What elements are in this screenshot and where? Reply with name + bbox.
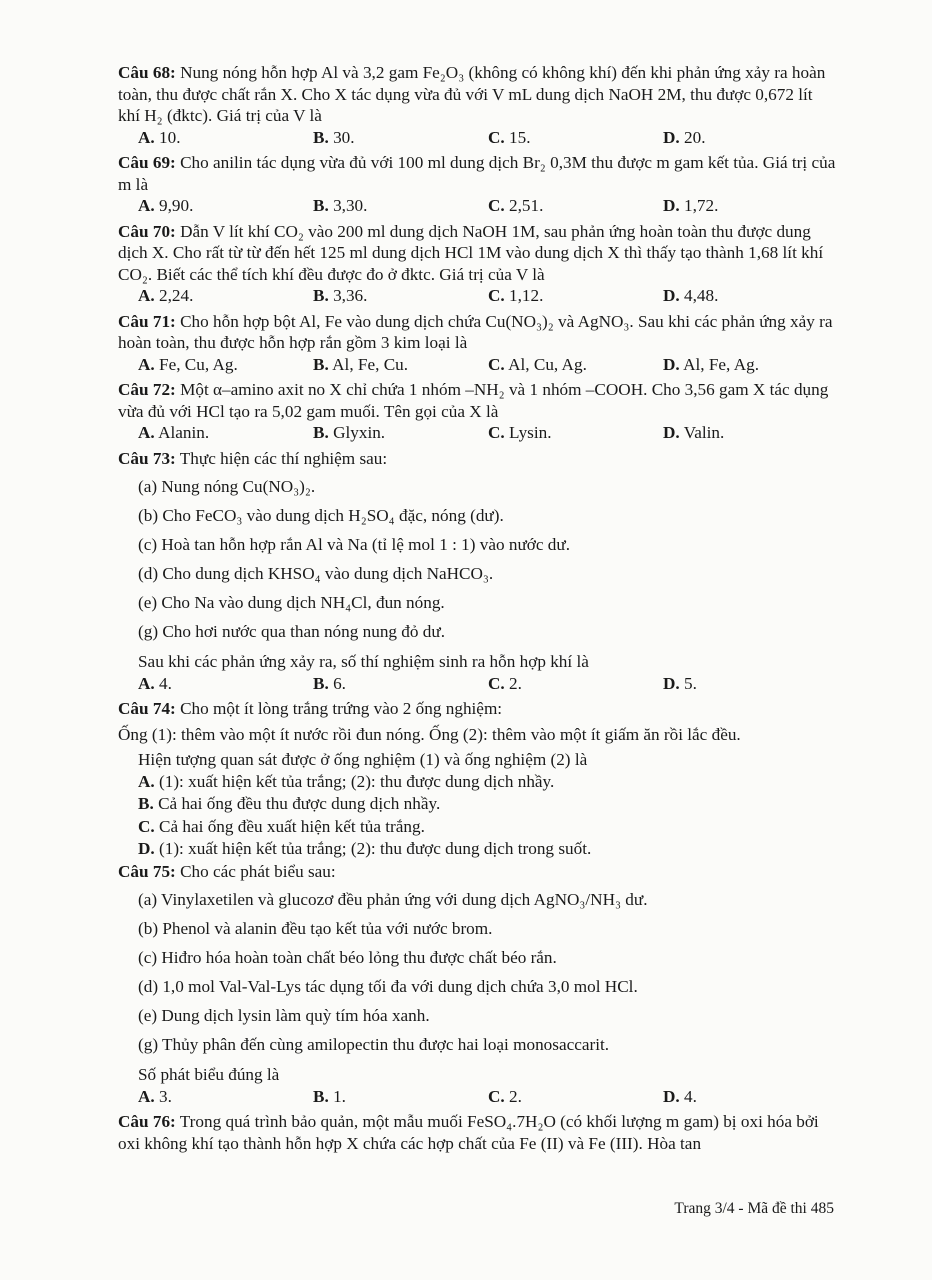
option-d — [663, 285, 838, 307]
statement-item: (g) Thủy phân đến cùng amilopectin thu được hai loại monosaccarit. — [138, 1035, 610, 1054]
option-a — [138, 127, 313, 149]
question-76 — [118, 1111, 838, 1154]
option-letter: D. — [663, 1086, 680, 1106]
option-text: 1,12. — [509, 286, 544, 305]
question-text: Cho hỗn hợp bột Al, Fe vào dung dịch chứa Cu(NO₃)₂ và AgNO₃. Sau khi các phản ứng xảy ra hoàn toàn, thu được hỗn hợp rắn gồm 3 kim loại là — [118, 311, 833, 352]
option-b — [313, 354, 488, 376]
option-a — [118, 771, 838, 794]
option-text: 9,90. — [159, 196, 194, 215]
option-c — [488, 195, 663, 217]
option-letter: A. — [138, 423, 155, 442]
question-label: Câu 73: — [118, 448, 176, 468]
question-68 — [118, 62, 838, 127]
option-letter: D. — [663, 196, 680, 215]
option-letter: B. — [313, 423, 329, 442]
options-75 — [118, 1086, 838, 1108]
page-footer: Trang 3/4 - Mã đề thi 485 — [674, 1200, 834, 1217]
option-text: 3. — [159, 1086, 172, 1106]
question-75 — [118, 861, 838, 883]
option-text: 30. — [333, 127, 355, 147]
option-letter: D. — [663, 127, 680, 147]
option-d — [663, 354, 838, 376]
option-letter: C. — [488, 354, 505, 374]
question-text: Cho anilin tác dụng vừa đủ với 100 ml dung dịch Br₂ 0,3M thu được m gam kết tủa. Giá trị của m là — [118, 153, 836, 194]
option-c — [488, 127, 663, 149]
option-a — [138, 1086, 313, 1108]
option-text: Al, Fe, Ag. — [683, 354, 759, 374]
option-c — [488, 673, 663, 695]
question-conclusion: Số phát biểu đúng là — [138, 1065, 280, 1084]
question-label: Câu 75: — [118, 861, 176, 881]
option-b — [313, 1086, 488, 1108]
statement-item: (c) Hiđro hóa hoàn toàn chất béo lỏng thu được chất béo rắn. — [138, 948, 557, 967]
option-text: (1): xuất hiện kết tủa trắng; (2): thu được dung dịch nhầy. — [159, 771, 555, 791]
option-text: Cả hai ống đều thu được dung dịch nhầy. — [158, 794, 441, 813]
option-letter: B. — [313, 196, 329, 215]
option-text: Glyxin. — [333, 423, 386, 442]
option-letter: A. — [138, 1086, 155, 1106]
statement-item: (d) 1,0 mol Val-Val-Lys tác dụng tối đa với dung dịch chứa 3,0 mol HCl. — [138, 977, 638, 996]
experiment-item: (b) Cho FeCO₃ vào dung dịch H₂SO₄ đặc, nóng (dư). — [138, 506, 504, 525]
option-letter: A. — [138, 673, 155, 693]
option-text: 10. — [159, 127, 181, 147]
option-text: Fe, Cu, Ag. — [159, 354, 238, 374]
question-74 — [118, 698, 838, 720]
option-text: 4,48. — [684, 286, 719, 305]
option-d — [118, 838, 838, 861]
option-letter: C. — [488, 1086, 505, 1106]
option-letter: A. — [138, 127, 155, 147]
question-text: Cho các phát biểu sau: — [180, 861, 336, 881]
option-letter: D. — [663, 354, 680, 374]
option-text: Alanin. — [158, 423, 210, 442]
option-letter: B. — [138, 794, 154, 813]
option-b — [313, 422, 488, 444]
option-d — [663, 195, 838, 217]
question-conclusion: Sau khi các phản ứng xảy ra, số thí nghiệm sinh ra hỗn hợp khí là — [138, 652, 589, 671]
question-label: Câu 69: — [118, 153, 176, 172]
option-text: 3,30. — [333, 196, 368, 215]
question-label: Câu 70: — [118, 221, 176, 241]
option-c — [488, 354, 663, 376]
option-text: Valin. — [683, 423, 725, 442]
option-letter: A. — [138, 196, 155, 215]
option-letter: B. — [313, 1086, 329, 1106]
option-text: 1. — [333, 1086, 346, 1106]
option-text: 5. — [684, 673, 697, 693]
option-a — [138, 195, 313, 217]
option-a — [138, 673, 313, 695]
options-69 — [118, 195, 838, 217]
question-line: Ống (1): thêm vào một ít nước rồi đun nóng. Ống (2): thêm vào một ít giấm ăn rồi lắc đều. — [118, 724, 741, 744]
option-text: 1,72. — [684, 196, 719, 215]
option-letter: B. — [313, 354, 329, 374]
option-letter: A. — [138, 771, 155, 791]
option-letter: C. — [488, 423, 505, 442]
question-label: Câu 68: — [118, 63, 176, 82]
option-text: 6. — [333, 673, 346, 693]
experiment-item: (d) Cho dung dịch KHSO₄ vào dung dịch NaHCO₃. — [138, 564, 494, 583]
option-letter: C. — [488, 127, 505, 147]
option-c — [488, 285, 663, 307]
option-text: (1): xuất hiện kết tủa trắng; (2): thu được dung dịch trong suốt. — [159, 839, 592, 858]
option-letter: C. — [488, 196, 505, 215]
options-70 — [118, 285, 838, 307]
experiment-item: (c) Hoà tan hỗn hợp rắn Al và Na (tỉ lệ mol 1 : 1) vào nước dư. — [138, 535, 571, 554]
options-73 — [118, 673, 838, 695]
option-a — [138, 285, 313, 307]
option-text: 20. — [684, 127, 706, 147]
question-label: Câu 74: — [118, 699, 176, 718]
option-text: 4. — [159, 673, 172, 693]
option-b — [313, 673, 488, 695]
option-letter: B. — [313, 127, 329, 147]
options-72 — [118, 422, 838, 444]
option-letter: C. — [488, 673, 505, 693]
question-text: Dẫn V lít khí CO₂ vào 200 ml dung dịch NaOH 1M, sau phản ứng hoàn toàn thu được dung dịch X. Cho rất từ từ đến hết 125 ml dung dịch HCl 1M vào dung dịch X thì thấy tạo thành 1,68 lít khí CO₂. Biết các thể tích khí đều được đo ở đktc. Giá trị của V là — [118, 221, 824, 284]
question-text: Một α–amino axit no X chỉ chứa 1 nhóm –NH₂ và 1 nhóm –COOH. Cho 3,56 gam X tác dụng vừa đủ với HCl tạo ra 5,02 gam muối. Tên gọi của X là — [118, 380, 829, 421]
option-d — [663, 673, 838, 695]
option-c — [488, 422, 663, 444]
option-text: 2. — [509, 1086, 522, 1106]
option-letter: A. — [138, 286, 155, 305]
question-70 — [118, 221, 838, 286]
question-69 — [118, 152, 838, 195]
experiment-item: (a) Nung nóng Cu(NO₃)₂. — [138, 477, 316, 496]
option-text: 4. — [684, 1086, 697, 1106]
option-d — [663, 127, 838, 149]
option-b — [313, 285, 488, 307]
options-71 — [118, 354, 838, 376]
option-d — [663, 1086, 838, 1108]
option-letter: B. — [313, 673, 329, 693]
option-letter: C. — [488, 286, 505, 305]
option-letter: B. — [313, 286, 329, 305]
question-line: Hiện tượng quan sát được ở ống nghiệm (1) và ống nghiệm (2) là — [138, 750, 588, 769]
question-text: Trong quá trình bảo quản, một mẫu muối FeSO₄.7H₂O (có khối lượng m gam) bị oxi hóa bởi oxi không khí tạo thành hỗn hợp X chứa các hợp chất của Fe (II) và Fe (III). Hòa tan — [118, 1112, 819, 1153]
statement-item: (e) Dung dịch lysin làm quỳ tím hóa xanh. — [138, 1006, 430, 1025]
option-text: Cả hai ống đều xuất hiện kết tủa trắng. — [159, 816, 425, 836]
question-72 — [118, 379, 838, 422]
option-c — [118, 816, 838, 839]
option-text: Al, Fe, Cu. — [332, 354, 409, 374]
option-letter: A. — [138, 354, 155, 374]
question-71 — [118, 311, 838, 354]
question-label: Câu 76: — [118, 1112, 176, 1131]
statement-item: (b) Phenol và alanin đều tạo kết tủa với nước brom. — [138, 919, 493, 938]
options-68 — [118, 127, 838, 149]
question-text: Cho một ít lòng trắng trứng vào 2 ống nghiệm: — [180, 699, 503, 718]
option-text: 2,24. — [159, 286, 194, 305]
experiment-item: (g) Cho hơi nước qua than nóng nung đỏ dư. — [138, 622, 445, 641]
question-73 — [118, 448, 838, 470]
option-b — [313, 195, 488, 217]
page-content — [118, 62, 838, 1154]
question-label: Câu 72: — [118, 380, 176, 399]
option-c — [488, 1086, 663, 1108]
option-a — [138, 422, 313, 444]
option-a — [138, 354, 313, 376]
option-text: 3,36. — [333, 286, 368, 305]
option-letter: D. — [138, 839, 155, 858]
option-text: 2. — [509, 673, 522, 693]
option-b — [313, 127, 488, 149]
option-text: Al, Cu, Ag. — [508, 354, 587, 374]
statement-item: (a) Vinylaxetilen và glucozơ đều phản ứng với dung dịch AgNO₃/NH₃ dư. — [138, 890, 648, 909]
option-b — [118, 793, 838, 816]
question-label: Câu 71: — [118, 311, 176, 331]
experiment-item: (e) Cho Na vào dung dịch NH₄Cl, đun nóng. — [138, 593, 445, 612]
question-text: Nung nóng hỗn hợp Al và 3,2 gam Fe₂O₃ (không có không khí) đến khi phản ứng xảy ra hoàn toàn, thu được chất rắn X. Cho X tác dụng vừa đủ với V mL dung dịch NaOH 2M, thu được 0,672 lít khí H₂ (đktc). Giá trị của V là — [118, 63, 826, 125]
option-text: 2,51. — [509, 196, 544, 215]
option-letter: D. — [663, 673, 680, 693]
option-letter: C. — [138, 816, 155, 836]
option-text: Lysin. — [509, 423, 552, 442]
option-d — [663, 422, 838, 444]
option-letter: D. — [663, 423, 680, 442]
question-text: Thực hiện các thí nghiệm sau: — [179, 448, 388, 468]
option-letter: D. — [663, 286, 680, 305]
option-text: 15. — [509, 127, 531, 147]
